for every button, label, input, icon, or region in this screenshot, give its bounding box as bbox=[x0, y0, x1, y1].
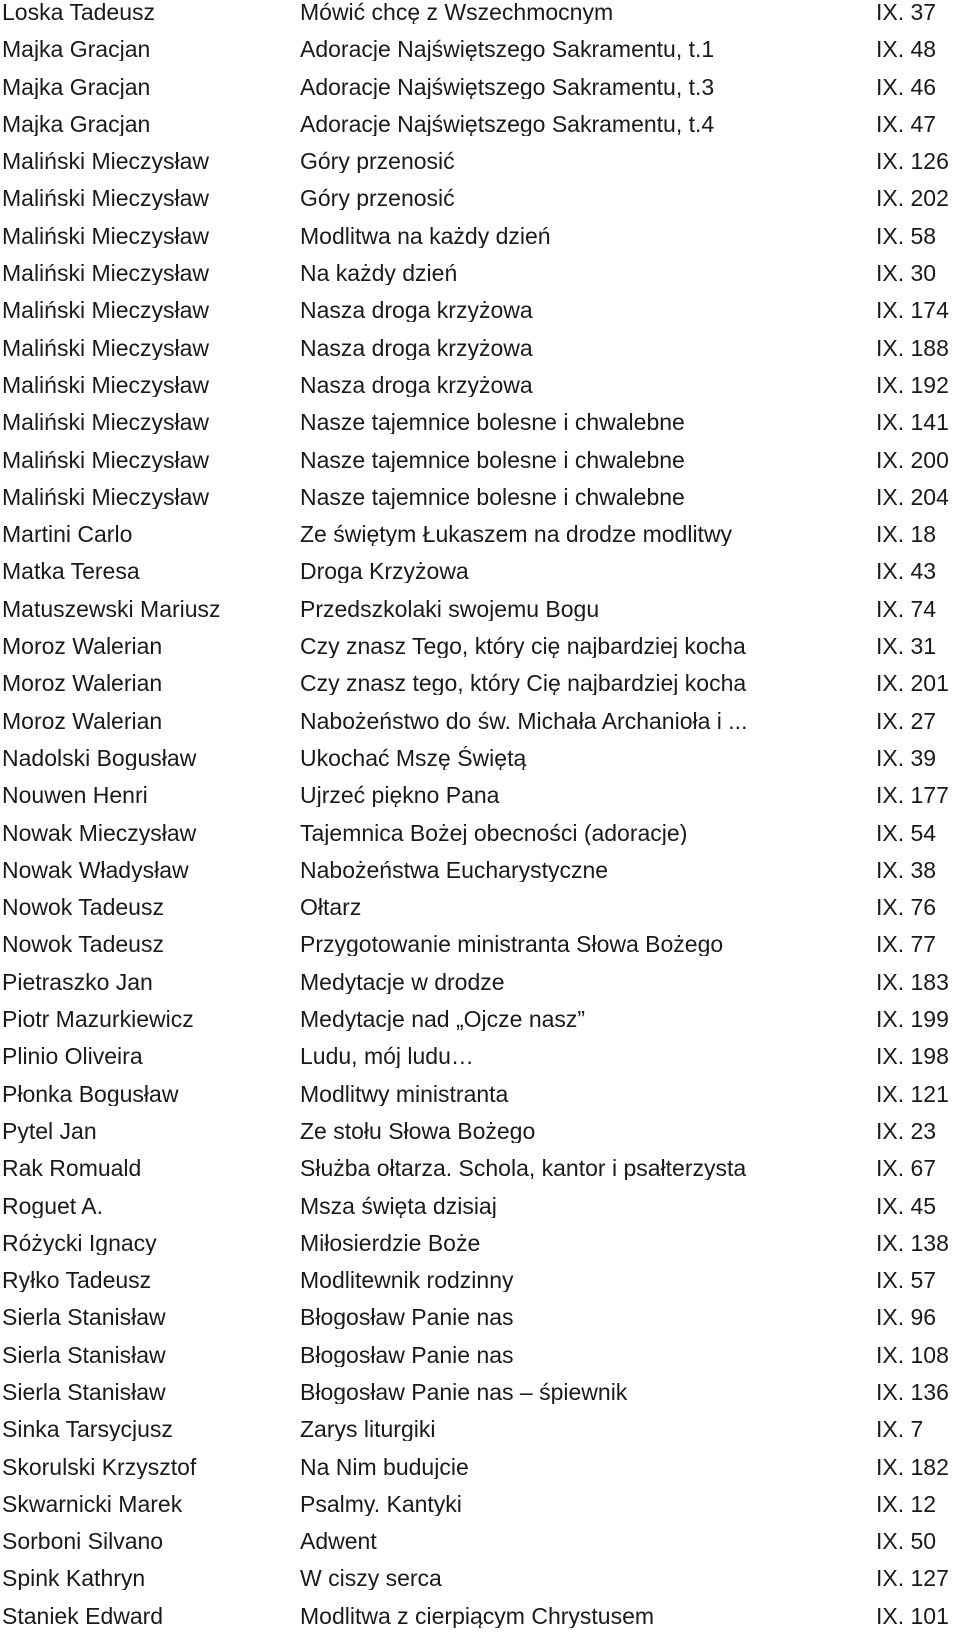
catalog-reference: IX. 77 bbox=[876, 932, 937, 957]
book-title: Ołtarz bbox=[300, 895, 362, 920]
author-name: Staniek Edward bbox=[2, 1603, 164, 1628]
book-title: Modlitwa na każdy dzień bbox=[300, 223, 551, 248]
book-title: Góry przenosić bbox=[300, 149, 455, 174]
author-name: Moroz Walerian bbox=[2, 671, 163, 696]
author-name: Pietraszko Jan bbox=[2, 969, 153, 994]
list-item bbox=[0, 783, 960, 820]
list-item bbox=[0, 522, 960, 559]
catalog-reference: IX. 201 bbox=[876, 671, 949, 696]
book-title: Na Nim budujcie bbox=[300, 1454, 469, 1479]
author-name: Spink Kathryn bbox=[2, 1566, 146, 1591]
list-item bbox=[0, 1231, 960, 1268]
catalog-reference: IX. 48 bbox=[876, 37, 937, 62]
book-title: Adoracje Najświętszego Sakramentu, t.1 bbox=[300, 37, 715, 62]
catalog-reference: IX. 182 bbox=[876, 1454, 949, 1479]
catalog-reference: IX. 199 bbox=[876, 1007, 949, 1032]
author-name: Nowak Władysław bbox=[2, 857, 189, 882]
book-title: Modlitwa z cierpiącym Chrystusem bbox=[300, 1603, 655, 1628]
catalog-reference: IX. 50 bbox=[876, 1529, 937, 1554]
catalog-reference: IX. 12 bbox=[876, 1491, 937, 1516]
author-name: Maliński Mieczysław bbox=[2, 223, 210, 248]
author-name: Moroz Walerian bbox=[2, 708, 163, 733]
catalog-reference: IX. 45 bbox=[876, 1193, 937, 1218]
list-item bbox=[0, 1082, 960, 1119]
author-name: Maliński Mieczysław bbox=[2, 484, 210, 509]
book-title: Modlitwy ministranta bbox=[300, 1081, 509, 1106]
book-title: Błogosław Panie nas bbox=[300, 1342, 514, 1367]
author-name: Maliński Mieczysław bbox=[2, 186, 210, 211]
book-title: Nasza droga krzyżowa bbox=[300, 298, 533, 323]
catalog-reference: IX. 198 bbox=[876, 1044, 949, 1069]
book-title: Na każdy dzień bbox=[300, 261, 458, 286]
book-title: Czy znasz tego, który Cię najbardziej kocha bbox=[300, 671, 747, 696]
list-item bbox=[0, 1268, 960, 1305]
list-item bbox=[0, 671, 960, 708]
catalog-reference: IX. 18 bbox=[876, 522, 937, 547]
book-title: Msza święta dzisiaj bbox=[300, 1193, 497, 1218]
author-name: Sierla Stanisław bbox=[2, 1305, 166, 1330]
book-title: Błogosław Panie nas bbox=[300, 1305, 514, 1330]
catalog-reference: IX. 31 bbox=[876, 634, 937, 659]
author-name: Majka Gracjan bbox=[2, 37, 151, 62]
author-name: Maliński Mieczysław bbox=[2, 149, 210, 174]
author-name: Maliński Mieczysław bbox=[2, 410, 210, 435]
book-title: Góry przenosić bbox=[300, 186, 455, 211]
book-title: Przedszkolaki swojemu Bogu bbox=[300, 596, 600, 621]
list-item bbox=[0, 75, 960, 112]
author-name: Skorulski Krzysztof bbox=[2, 1454, 197, 1479]
list-item bbox=[0, 1119, 960, 1156]
book-title: Przygotowanie ministranta Słowa Bożego bbox=[300, 932, 724, 957]
book-title: Nasza droga krzyżowa bbox=[300, 335, 533, 360]
list-item bbox=[0, 485, 960, 522]
catalog-reference: IX. 27 bbox=[876, 708, 937, 733]
author-name: Nowok Tadeusz bbox=[2, 895, 164, 920]
book-title: Ze stołu Słowa Bożego bbox=[300, 1118, 536, 1143]
catalog-reference: IX. 74 bbox=[876, 596, 937, 621]
list-item bbox=[0, 224, 960, 261]
list-item bbox=[0, 1492, 960, 1529]
catalog-reference: IX. 108 bbox=[876, 1342, 949, 1367]
author-name: Ryłko Tadeusz bbox=[2, 1268, 152, 1293]
book-title: Nasze tajemnice bolesne i chwalebne bbox=[300, 447, 685, 472]
catalog-reference: IX. 183 bbox=[876, 969, 949, 994]
book-title: Adoracje Najświętszego Sakramentu, t.3 bbox=[300, 74, 715, 99]
book-title: Błogosław Panie nas – śpiewnik bbox=[300, 1379, 628, 1404]
list-item bbox=[0, 261, 960, 298]
catalog-reference: IX. 177 bbox=[876, 783, 949, 808]
catalog-reference: IX. 121 bbox=[876, 1081, 949, 1106]
book-title: Ujrzeć piękno Pana bbox=[300, 783, 500, 808]
book-title: Droga Krzyżowa bbox=[300, 559, 469, 584]
book-title: Modlitewnik rodzinny bbox=[300, 1268, 514, 1293]
list-item bbox=[0, 1604, 960, 1641]
catalog-reference: IX. 54 bbox=[876, 820, 937, 845]
book-title: Czy znasz Tego, który cię najbardziej kocha bbox=[300, 634, 746, 659]
catalog-reference: IX. 38 bbox=[876, 857, 937, 882]
list-item bbox=[0, 336, 960, 373]
author-name: Loska Tadeusz bbox=[2, 0, 156, 24]
list-item bbox=[0, 895, 960, 932]
author-name: Sinka Tarsycjusz bbox=[2, 1417, 173, 1442]
list-item bbox=[0, 1455, 960, 1492]
book-title: Mówić chcę z Wszechmocnym bbox=[300, 0, 614, 24]
list-item bbox=[0, 1007, 960, 1044]
book-title: Tajemnica Bożej obecności (adoracje) bbox=[300, 820, 688, 845]
catalog-reference: IX. 138 bbox=[876, 1230, 949, 1255]
author-name: Skwarnicki Marek bbox=[2, 1491, 183, 1516]
author-name: Płonka Bogusław bbox=[2, 1081, 179, 1106]
catalog-reference: IX. 30 bbox=[876, 261, 937, 286]
book-title: Psalmy. Kantyki bbox=[300, 1491, 462, 1516]
author-name: Maliński Mieczysław bbox=[2, 298, 210, 323]
list-item bbox=[0, 1156, 960, 1193]
author-name: Sorboni Silvano bbox=[2, 1529, 164, 1554]
catalog-reference: IX. 174 bbox=[876, 298, 949, 323]
author-name: Maliński Mieczysław bbox=[2, 372, 210, 397]
list-item bbox=[0, 1343, 960, 1380]
book-title: Ze świętym Łukaszem na drodze modlitwy bbox=[300, 522, 733, 547]
list-item bbox=[0, 1566, 960, 1603]
catalog-reference: IX. 37 bbox=[876, 0, 937, 24]
author-name: Nadolski Bogusław bbox=[2, 745, 197, 770]
catalog-reference: IX. 57 bbox=[876, 1268, 937, 1293]
list-item bbox=[0, 821, 960, 858]
author-name: Rak Romuald bbox=[2, 1156, 142, 1181]
list-item bbox=[0, 149, 960, 186]
author-name: Maliński Mieczysław bbox=[2, 261, 210, 286]
catalog-reference: IX. 200 bbox=[876, 447, 949, 472]
catalog-reference: IX. 7 bbox=[876, 1417, 924, 1442]
author-name: Moroz Walerian bbox=[2, 634, 163, 659]
catalog-reference: IX. 23 bbox=[876, 1118, 937, 1143]
author-name: Majka Gracjan bbox=[2, 111, 151, 136]
list-item bbox=[0, 1417, 960, 1454]
book-title: Medytacje w drodze bbox=[300, 969, 505, 994]
author-name: Maliński Mieczysław bbox=[2, 335, 210, 360]
list-item bbox=[0, 559, 960, 596]
book-title: Nabożeństwo do św. Michała Archanioła i ... bbox=[300, 708, 748, 733]
author-name: Roguet A. bbox=[2, 1193, 104, 1218]
author-name: Nouwen Henri bbox=[2, 783, 148, 808]
book-title: W ciszy serca bbox=[300, 1566, 442, 1591]
list-item bbox=[0, 709, 960, 746]
author-name: Matuszewski Mariusz bbox=[2, 596, 221, 621]
list-item bbox=[0, 1044, 960, 1081]
book-title: Adwent bbox=[300, 1529, 377, 1554]
book-title: Nasze tajemnice bolesne i chwalebne bbox=[300, 410, 685, 435]
catalog-reference: IX. 43 bbox=[876, 559, 937, 584]
book-title: Miłosierdzie Boże bbox=[300, 1230, 481, 1255]
author-name: Sierla Stanisław bbox=[2, 1379, 166, 1404]
book-title: Nabożeństwa Eucharystyczne bbox=[300, 857, 609, 882]
book-title: Medytacje nad „Ojcze nasz” bbox=[300, 1007, 586, 1032]
list-item bbox=[0, 1529, 960, 1566]
catalog-reference: IX. 96 bbox=[876, 1305, 937, 1330]
list-item bbox=[0, 448, 960, 485]
list-item bbox=[0, 1380, 960, 1417]
list-item bbox=[0, 1305, 960, 1342]
list-item bbox=[0, 1194, 960, 1231]
list-item bbox=[0, 112, 960, 149]
author-name: Martini Carlo bbox=[2, 522, 133, 547]
author-name: Piotr Mazurkiewicz bbox=[2, 1007, 194, 1032]
author-name: Pytel Jan bbox=[2, 1118, 97, 1143]
book-title: Nasze tajemnice bolesne i chwalebne bbox=[300, 484, 685, 509]
catalog-reference: IX. 188 bbox=[876, 335, 949, 360]
catalog-reference: IX. 46 bbox=[876, 74, 937, 99]
list-item bbox=[0, 597, 960, 634]
catalog-reference: IX. 58 bbox=[876, 223, 937, 248]
author-name: Matka Teresa bbox=[2, 559, 140, 584]
list-item bbox=[0, 0, 960, 37]
author-name: Sierla Stanisław bbox=[2, 1342, 166, 1367]
catalog-reference: IX. 76 bbox=[876, 895, 937, 920]
catalog-reference: IX. 39 bbox=[876, 745, 937, 770]
author-name: Majka Gracjan bbox=[2, 74, 151, 99]
book-title: Ludu, mój ludu… bbox=[300, 1044, 474, 1069]
catalog-reference: IX. 204 bbox=[876, 484, 949, 509]
list-item bbox=[0, 37, 960, 74]
book-title: Nasza droga krzyżowa bbox=[300, 372, 533, 397]
list-item bbox=[0, 746, 960, 783]
catalog-reference: IX. 126 bbox=[876, 149, 949, 174]
list-item bbox=[0, 410, 960, 447]
catalog-reference: IX. 192 bbox=[876, 372, 949, 397]
list-item bbox=[0, 373, 960, 410]
book-title: Zarys liturgiki bbox=[300, 1417, 436, 1442]
catalog-reference: IX. 202 bbox=[876, 186, 949, 211]
author-name: Różycki Ignacy bbox=[2, 1230, 157, 1255]
catalog-reference: IX. 136 bbox=[876, 1379, 949, 1404]
list-item bbox=[0, 970, 960, 1007]
author-name: Nowok Tadeusz bbox=[2, 932, 164, 957]
author-name: Maliński Mieczysław bbox=[2, 447, 210, 472]
catalog-reference: IX. 141 bbox=[876, 410, 949, 435]
catalog-reference: IX. 101 bbox=[876, 1603, 949, 1628]
list-item bbox=[0, 858, 960, 895]
catalog-reference: IX. 47 bbox=[876, 111, 937, 136]
book-title: Ukochać Mszę Świętą bbox=[300, 745, 527, 770]
list-item bbox=[0, 634, 960, 671]
book-title: Służba ołtarza. Schola, kantor i psałterzysta bbox=[300, 1156, 747, 1181]
author-name: Plinio Oliveira bbox=[2, 1044, 143, 1069]
list-item bbox=[0, 186, 960, 223]
list-item bbox=[0, 932, 960, 969]
catalog-reference: IX. 127 bbox=[876, 1566, 949, 1591]
book-title: Adoracje Najświętszego Sakramentu, t.4 bbox=[300, 111, 715, 136]
list-item bbox=[0, 298, 960, 335]
catalog-reference: IX. 67 bbox=[876, 1156, 937, 1181]
author-name: Nowak Mieczysław bbox=[2, 820, 197, 845]
